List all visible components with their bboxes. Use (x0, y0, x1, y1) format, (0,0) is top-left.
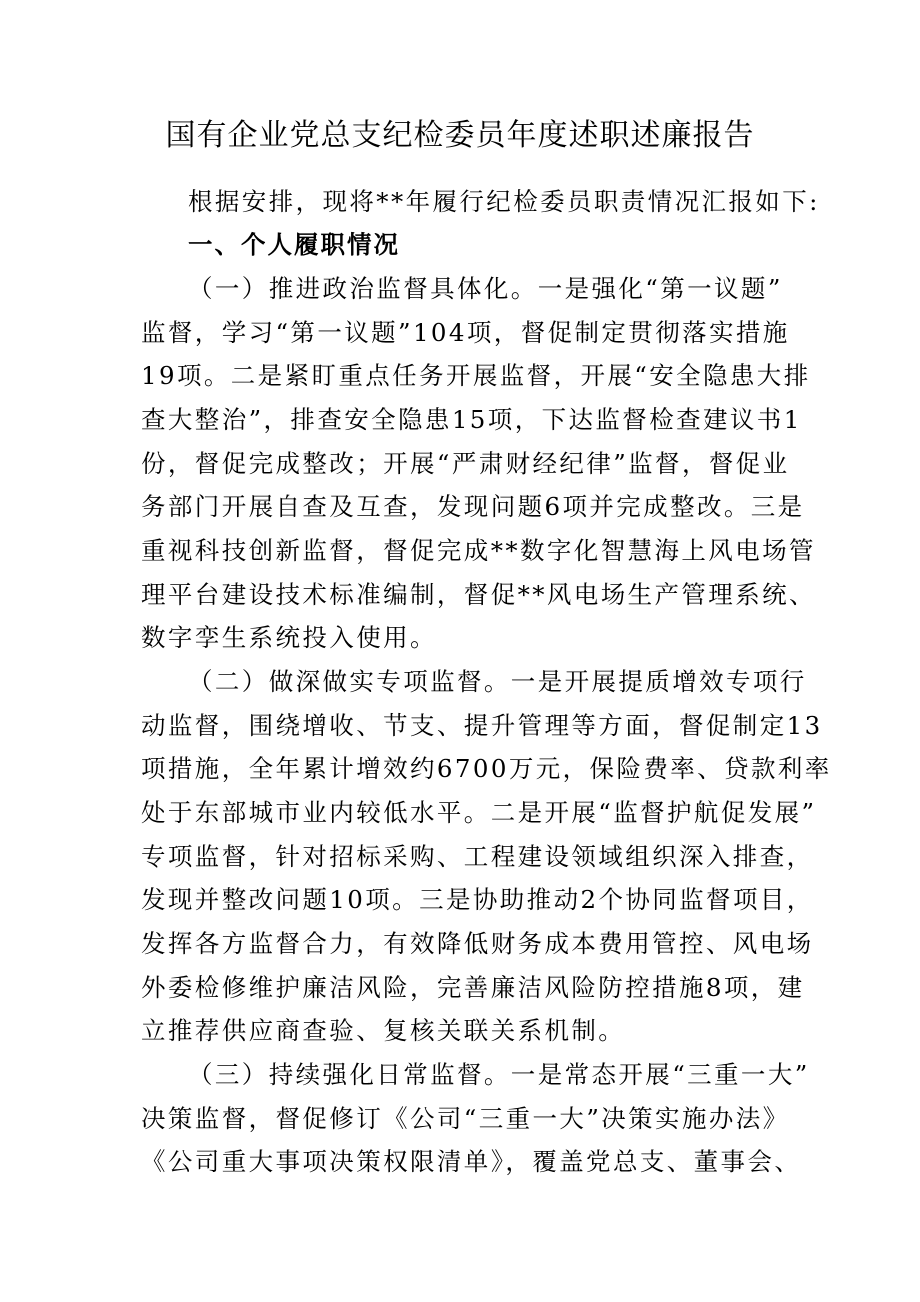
paragraph-line: （三）持续强化日常监督。一是常态开展“三重一大” (188, 1060, 810, 1089)
paragraph-line: 务部门开展自查及互查，发现问题6项并完成整改。三是 (141, 492, 805, 521)
document-title: 国有企业党总支纪检委员年度述职述廉报告 (165, 118, 755, 153)
paragraph-line: 数字孪生系统投入使用。 (141, 623, 437, 652)
paragraph-line: 专项监督，针对招标采购、工程建设领域组织深入排查， (141, 842, 814, 871)
paragraph-line: 《公司重大事项决策权限清单》，覆盖党总支、董事会、 (141, 1147, 802, 1176)
paragraph-line: 理平台建设技术标准编制，督促**风电场生产管理系统、 (141, 580, 816, 609)
intro-paragraph: 根据安排，现将**年履行纪检委员职责情况汇报如下: (188, 187, 820, 216)
paragraph-line: 监督，学习“第一议题”104项，督促制定贯彻落实措施 (141, 318, 790, 347)
paragraph-line: 份，督促完成整改；开展“严肃财经纪律”监督，督促业 (141, 449, 790, 478)
paragraph-line: （二）做深做实专项监督。一是开展提质增效专项行 (188, 667, 807, 696)
paragraph-line: 项措施，全年累计增效约6700万元，保险费率、贷款利率 (141, 754, 832, 783)
section-heading: 一、个人履职情况 (188, 230, 400, 259)
paragraph-line: 查大整治”，排查安全隐患15项，下达监督检查建议书1 (141, 405, 802, 434)
paragraph-line: 动监督，围绕增收、节支、提升管理等方面，督促制定13 (141, 711, 823, 740)
paragraph-line: （一）推进政治监督具体化。一是强化“第一议题” (188, 274, 783, 303)
paragraph-line: 19项。二是紧盯重点任务开展监督，开展“安全隐患大排 (141, 361, 811, 390)
paragraph-line: 外委检修维护廉洁风险，完善廉洁风险防控措施8项，建 (141, 973, 805, 1002)
paragraph-line: 发现并整改问题10项。三是协助推动2个协同监督项目， (141, 885, 814, 914)
paragraph-line: 处于东部城市业内较低水平。二是开展“监督护航促发展” (141, 798, 817, 827)
paragraph-line: 重视科技创新监督，督促完成**数字化智慧海上风电场管 (141, 536, 816, 565)
paragraph-line: 发挥各方监督合力，有效降低财务成本费用管控、风电场 (141, 929, 814, 958)
paragraph-line: 决策监督，督促修订《公司“三重一大”决策实施办法》 (141, 1104, 790, 1133)
paragraph-line: 立推荐供应商查验、复核关联关系机制。 (141, 1016, 626, 1045)
